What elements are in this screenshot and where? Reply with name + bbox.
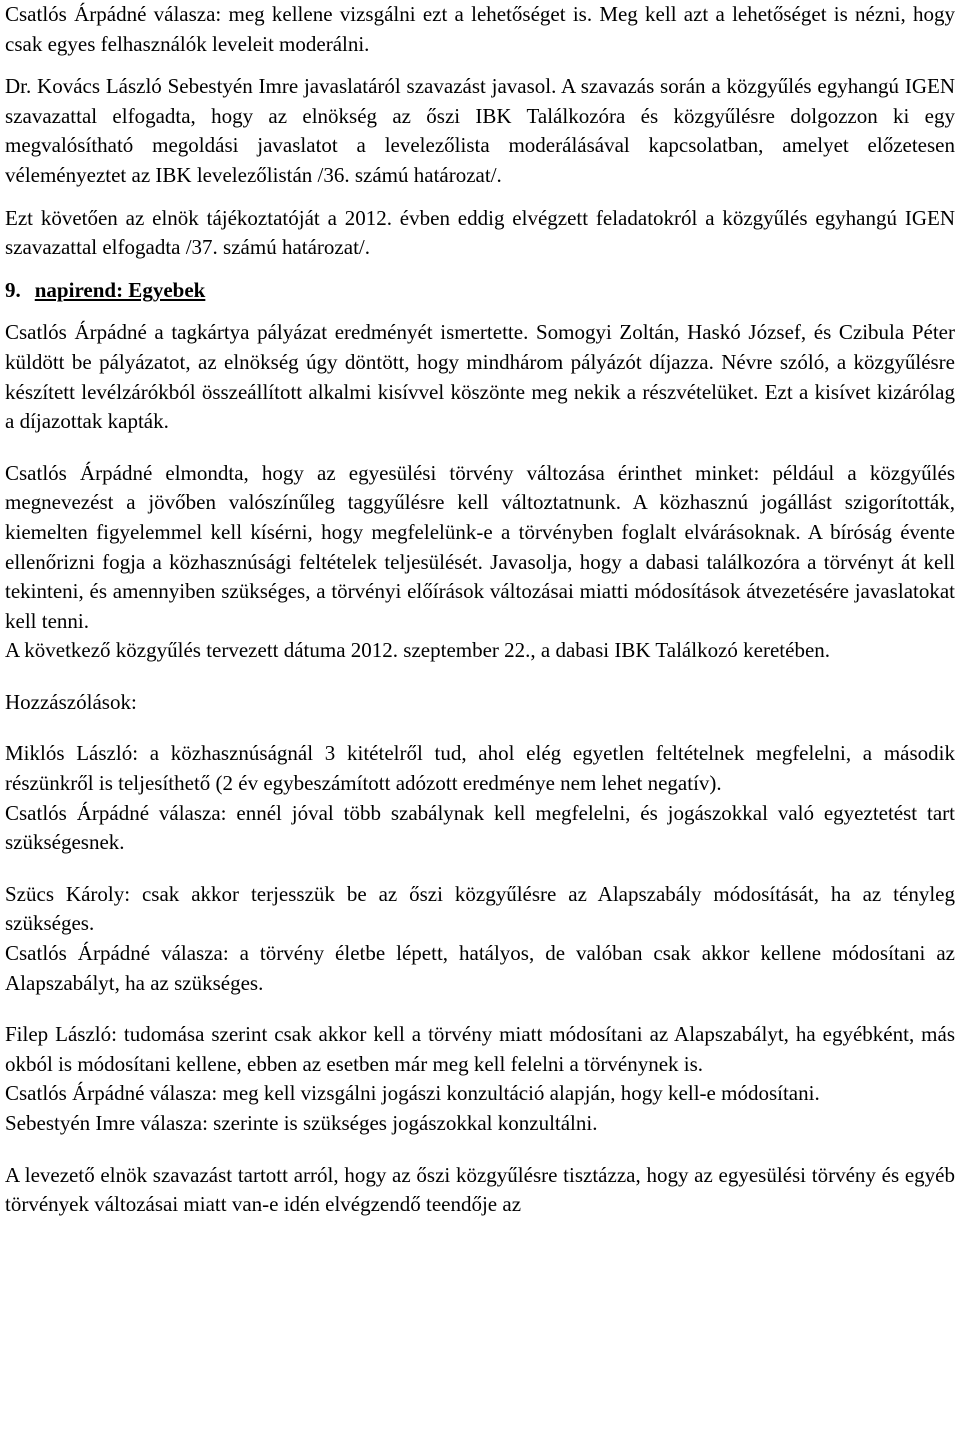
spacer (5, 59, 955, 72)
paragraph-next-meeting: A következő közgyűlés tervezett dátuma 2012. szeptember 22., a dabasi IBK Találkozó keretében. (5, 638, 831, 663)
paragraph-answer-moderation: Csatlós Árpádné válasza: meg kellene vizsgálni ezt a lehetőséget is. Meg kell azt a lehetőséget is nézni, hogy csak egyes felhasználók leveleit moderálni. (5, 2, 955, 56)
paragraph-filep: Filep László: tudomása szerint csak akkor kell a törvény miatt módosítani az Alapszabályt, ha egyébként, más okból is módosítani kellene, ebben az esetben már meg kell felelni a törvénynek is. (5, 1022, 955, 1076)
paragraph-miklos: Miklós László: a közhasznúságnál 3 kitételről tud, ahol elég egyetlen feltételnek megfelelni, a második részünkről is teljesíthető (2 év egybeszámított adózott eredménye nem lehet negatív). (5, 741, 955, 796)
spacer (5, 858, 955, 880)
paragraph-association-law: Csatlós Árpádné elmondta, hogy az egyesülési törvény változása érinthet minket: például a közgyűlés megnevezést a jövőben valószínűleg taggyűlésre kell változtatnunk. A közhasznú jogállást szigorították, kiemelten figyelemmel kell kísérni, hogy megfelelünk-e a törvényben foglalt elvárásoknak. A bíróság évente ellenőrizni fogja a közhasznúsági feltételek teljesülését. Javasolja, hogy a dabasi találkozóra a törvényt át kell tekinteni, és amennyiben szükséges, a törvényi előírások változásai miatti módosítások átvezetésére javaslatokat kell tenni. (5, 460, 955, 633)
section-title: napirend: Egyebek (34, 277, 206, 302)
spacer (5, 305, 955, 318)
paragraph-vote-resolution-36: Dr. Kovács László Sebestyén Imre javaslatáról szavazást javasol. A szavazás során a közgyűlés egyhangú IGEN szavazattal elfogadta, hogy az elnökség az őszi IBK Találkozóra és közgyűlésre dolgozzon ki egy megvalósítható megoldási javaslatot a levelezőlista moderálásával kapcsolatban, amelyet előzetesen véleményeztet az IBK levelezőlistán /36. számú határozat/. (5, 74, 955, 187)
spacer (5, 998, 955, 1020)
paragraph-comments-label: Hozzászólások: (5, 689, 137, 714)
paragraph-answer-filep: Csatlós Árpádné válasza: meg kell vizsgálni jogászi konzultáció alapján, hogy kell-e módosítani. (5, 1081, 820, 1106)
spacer (5, 717, 955, 739)
paragraph-membership-card: Csatlós Árpádné a tagkártya pályázat eredményét ismertette. Somogyi Zoltán, Haskó József, és Czibula Péter küldött be pályázatot, az elnökség úgy döntött, hogy mindhárom pályázót díjazza. Névre szóló, a közgyűlésre készített levélzárókból összeállított alkalmi kisívvel köszönte meg nekik a részvételüket. Ezt a kisívet kizárólag a díjazottak kapták. (5, 320, 955, 434)
paragraph-szucs: Szücs Károly: csak akkor terjesszük be az őszi közgyűlésre az Alapszabály módosítását, ha az tényleg szükséges. (5, 881, 955, 936)
spacer (5, 666, 955, 688)
section-heading (5, 276, 955, 306)
spacer (5, 1139, 955, 1161)
paragraph-final-vote: A levezető elnök szavazást tartott arról, hogy az őszi közgyűlésre tisztázza, hogy az egyesülési törvény és egyéb törvények változásai miatt van-e idén elvégzendő teendője az (5, 1162, 955, 1217)
paragraph-answer-szucs: Csatlós Árpádné válasza: a törvény életbe lépett, hatályos, de valóban csak akkor kellene módosítani az Alapszabályt, ha az szükséges. (5, 941, 955, 995)
section-number: 9. (5, 277, 21, 302)
paragraph-resolution-37: Ezt követően az elnök tájékoztatóját a 2012. évben eddig elvégzett feladatokról a közgyűlés egyhangú IGEN szavazattal elfogadta /37. számú határozat/. (5, 205, 955, 260)
spacer (5, 191, 955, 204)
paragraph-sebestyen: Sebestyén Imre válasza: szerinte is szükséges jogászokkal konzultálni. (5, 1111, 598, 1135)
spacer (5, 263, 955, 276)
document-page (5, 0, 955, 1220)
paragraph-answer-miklos: Csatlós Árpádné válasza: ennél jóval több szabálynak kell megfelelni, és jogászokkal való egyeztetést tart szükségesnek. (5, 800, 955, 855)
spacer (5, 437, 955, 459)
